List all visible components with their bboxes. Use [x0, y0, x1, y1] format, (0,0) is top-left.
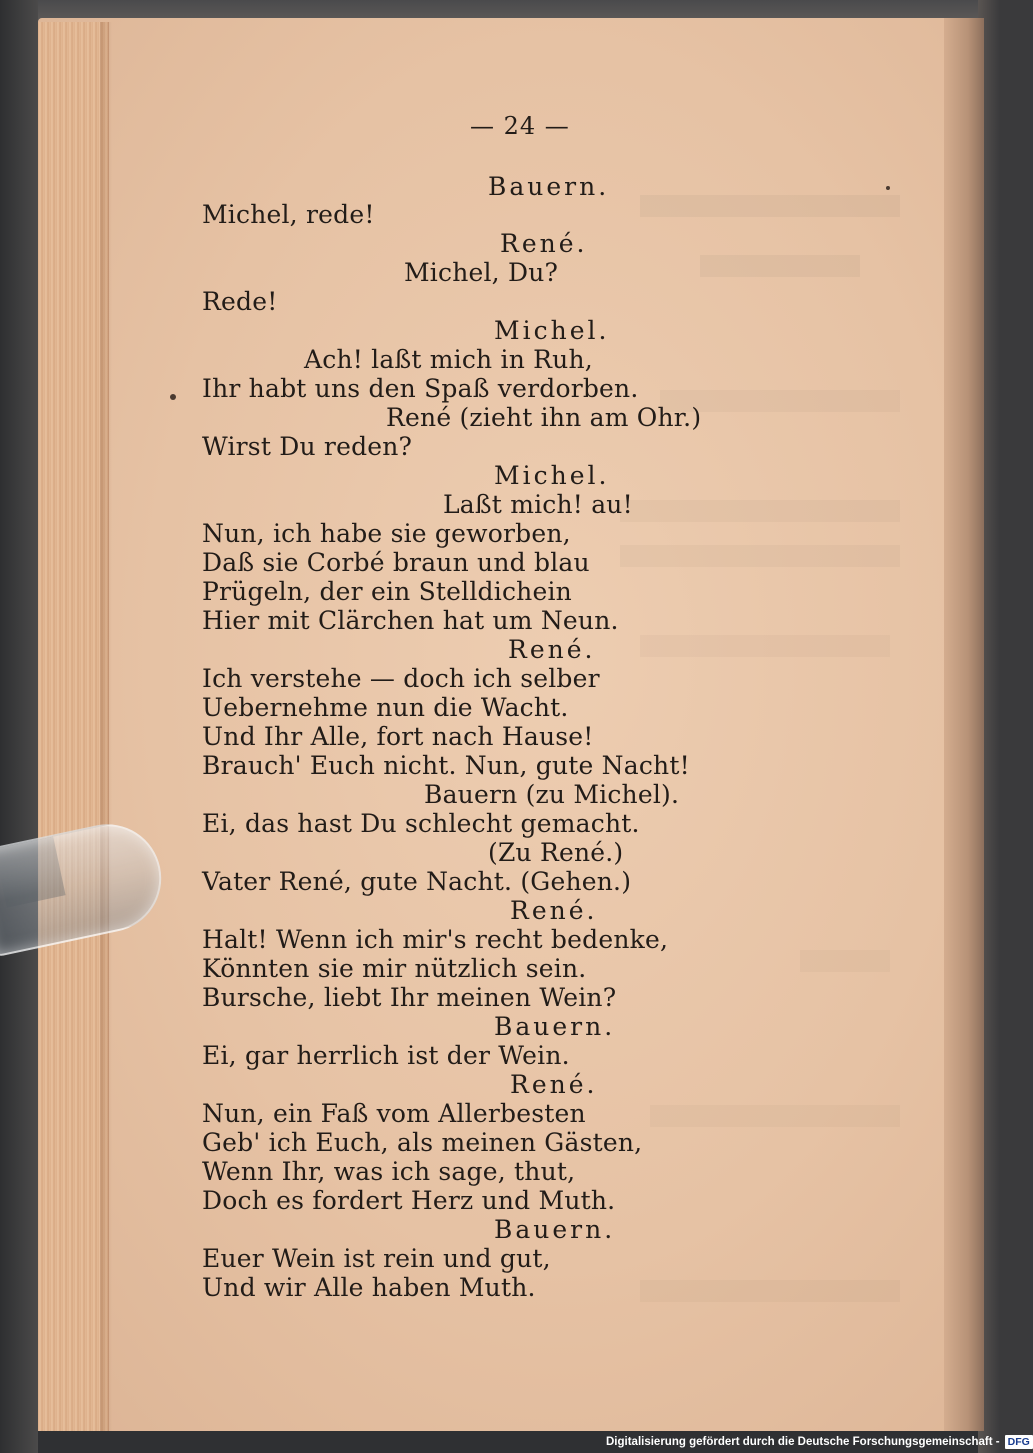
speaker-line: Michel.	[494, 461, 610, 490]
speaker-line: René (zieht ihn am Ohr.)	[386, 403, 702, 432]
verse-line: Ei, gar herrlich ist der Wein.	[202, 1041, 570, 1070]
verse-line: Daß sie Corbé braun und blau	[202, 548, 590, 577]
page-number: — 24 —	[470, 112, 570, 140]
speaker-line: René.	[510, 1070, 598, 1099]
verse-line: Brauch' Euch nicht. Nun, gute Nacht!	[202, 751, 690, 780]
speaker-line: Michel.	[494, 316, 610, 345]
verse-line: Halt! Wenn ich mir's recht bedenke,	[202, 925, 669, 954]
speaker-line: René.	[500, 229, 588, 258]
verse-line: Michel, rede!	[202, 200, 375, 229]
verse-line: Ich verstehe — doch ich selber	[202, 664, 600, 693]
ink-speck	[886, 186, 890, 190]
verse-line: Euer Wein ist rein und gut,	[202, 1244, 551, 1273]
speaker-line: Bauern.	[488, 172, 610, 201]
verse-line: Wenn Ihr, was ich sage, thut,	[202, 1157, 576, 1186]
verse-line: Doch es fordert Herz und Muth.	[202, 1186, 616, 1215]
verse-line: Wirst Du reden?	[202, 432, 413, 461]
verse-line: Laßt mich! au!	[443, 490, 633, 519]
verse-line: Und Ihr Alle, fort nach Hause!	[202, 722, 594, 751]
verse-line: Könnten sie mir nützlich sein.	[202, 954, 587, 983]
verse-line: Uebernehme nun die Wacht.	[202, 693, 569, 722]
verse-line: Hier mit Clärchen hat um Neun.	[202, 606, 619, 635]
dfg-logo: DFG	[1005, 1435, 1033, 1449]
stage-direction: (Zu René.)	[488, 838, 624, 867]
speaker-line: René.	[508, 635, 596, 664]
verse-line: Ei, das hast Du schlecht gemacht.	[202, 809, 640, 838]
footer-text: Digitalisierung gefördert durch die Deutsche Forschungsgemeinschaft -	[606, 1436, 1000, 1448]
ink-speck	[170, 394, 176, 400]
verse-line: Ihr habt uns den Spaß verdorben.	[202, 374, 639, 403]
digitization-footer	[606, 1433, 1033, 1451]
verse-line: Rede!	[202, 287, 278, 316]
verse-line: Nun, ein Faß vom Allerbesten	[202, 1099, 586, 1128]
speaker-line: Bauern.	[494, 1215, 616, 1244]
verse-line: Bursche, liebt Ihr meinen Wein?	[202, 983, 617, 1012]
speaker-line: Bauern.	[494, 1012, 616, 1041]
verse-line: Michel, Du?	[404, 258, 559, 287]
verse-line: Ach! laßt mich in Ruh,	[304, 345, 593, 374]
verse-line: Prügeln, der ein Stelldichein	[202, 577, 572, 606]
speaker-line: René.	[510, 896, 598, 925]
verse-line: Geb' ich Euch, als meinen Gästen,	[202, 1128, 643, 1157]
verse-line: Und wir Alle haben Muth.	[202, 1273, 536, 1302]
verse-line: Nun, ich habe sie geworben,	[202, 519, 571, 548]
verse-line: Vater René, gute Nacht. (Gehen.)	[202, 867, 632, 896]
speaker-line: Bauern (zu Michel).	[424, 780, 680, 809]
